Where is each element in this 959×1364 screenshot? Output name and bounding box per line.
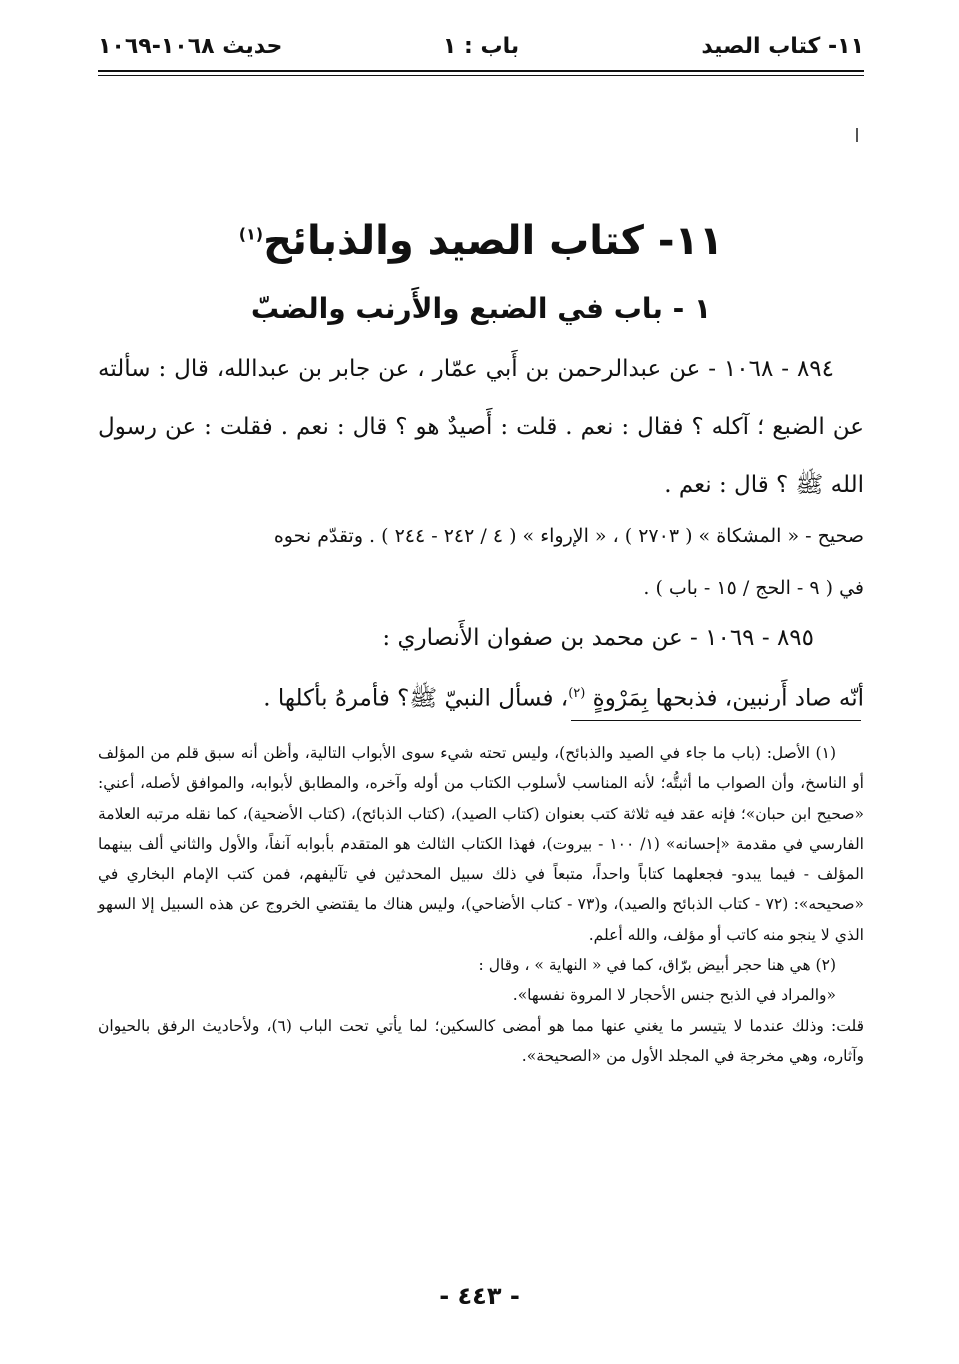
header-book: ١١- كتاب الصيد	[701, 34, 864, 59]
hadith-2-text-after: ، فسأل النبيّ ﷺ؟ فأمرهُ بأكلها .	[263, 685, 569, 712]
footnote-2-note: قلت: وذلك عندما لا يتيسر ما يغني عنها مما هو أمضى كالسكين؛ لما يأتي تحت الباب (٦)، ولأحاديث الرفق بالحيوان وآثاره، وهي مخرجة في المجلد الأول من «الصحيحة».	[98, 1016, 864, 1065]
header-rule-thick	[98, 70, 864, 72]
grading-line-2: في ( ٩ - الحج / ١٥ - باب ) .	[643, 577, 864, 599]
header-rule-thin	[98, 75, 864, 76]
footnote-separator	[571, 720, 861, 721]
book-title-text: ١١- كتاب الصيد والذبائح	[263, 218, 724, 264]
page-number: - ٤٤٣ -	[439, 1282, 520, 1310]
chapter-title: ١ - باب في الضبع والأَرنب والضبّ	[250, 292, 712, 325]
hadith-2	[98, 610, 864, 727]
running-header	[98, 30, 864, 74]
hadith-grading	[98, 510, 864, 614]
hadith-1-text: ٨٩٤ - ١٠٦٨ - عن عبدالرحمن بن أَبي عمّار ، عن جابر بن عبدالله، قال : سألته عن الضبع ؛ آكله ؟ فقال : نعم . قلت : أَصيدٌ هو ؟ قال : نعم . فقلت : عن رسول الله ﷺ ؟ قال : نعم .	[98, 356, 864, 498]
footnote-2-line-1: (٢) هي هنا حجر أبيض برّاق، كما في « النهاية » ، وقال :	[478, 956, 836, 975]
footnote-1: (١) الأصل: (باب ما جاء في الصيد والذبائح)، وليس تحته شيء سوى الأبواب التالية، وأظن أنه سبق قلم من المؤلف أو الناسخ، وأن الصواب ما أثبتُّه؛ لأنه المناسب لأسلوب الكتاب من أوله وآخره، والمطابق لأبوابه، والموافق لأصله، أعني: «صحيح ابن حبان»؛ فإنه عقد فيه ثلاثة كتب بعنوان (كتاب الصيد)، (كتاب الذبائح)، (كتاب الأضحية)، كما نقله مرتبه العلامة الفارسي في مقدمة «إحسانه» (١/ ١٠٠ - بيروت)، فهذا الكتاب الثالث هو المتقدم بأبوابه آنفاً، والأول والثاني ألف بينهما المؤلف - فيما يبدو- فجعلهما كتاباً واحداً، متبعاً في ذلك سبيل المحدثين في تآليفهم، فمن كتب الإمام البخاري في «صحيحه»: (٧٢ - كتاب الذبائح والصيد)، و(٧٣ - كتاب الأضاحي)، وليس هناك ما يقتضي الخروج عن هذه السبيل إلا السهو الذي لا ينجو منه كاتب أو مؤلف، والله أعلم.	[98, 744, 864, 944]
header-bab: باب : ١	[442, 34, 520, 59]
book-title	[98, 218, 864, 264]
hadith-2-footnote-mark: (٢)	[568, 686, 586, 701]
hadith-2-body	[98, 666, 864, 727]
footnotes	[98, 738, 864, 1071]
footnote-2-quote: «والمراد في الذبح جنس الأحجار لا المروة نفسها».	[512, 986, 836, 1005]
book-title-footnote-mark: (١)	[238, 224, 264, 244]
hadith-2-intro: ٨٩٥ - ١٠٦٩ - عن محمد بن صفوان الأَنصاري :	[382, 625, 814, 651]
margin-mark	[856, 128, 858, 142]
header-hadith-range: حديث ١٠٦٨-١٠٦٩	[98, 34, 283, 59]
hadith-1	[98, 340, 864, 514]
hadith-2-text-before: أنّه صاد أَرنبين، فذبحها بِمَرْوةٍ	[592, 685, 864, 712]
grading-line-1: صحيح - « المشكاة » ( ٢٧٠٣ ) ، « الإرواء » ( ٤ / ٢٤٢ - ٢٤٤ ) . وتقدّم نحوه	[273, 525, 864, 547]
